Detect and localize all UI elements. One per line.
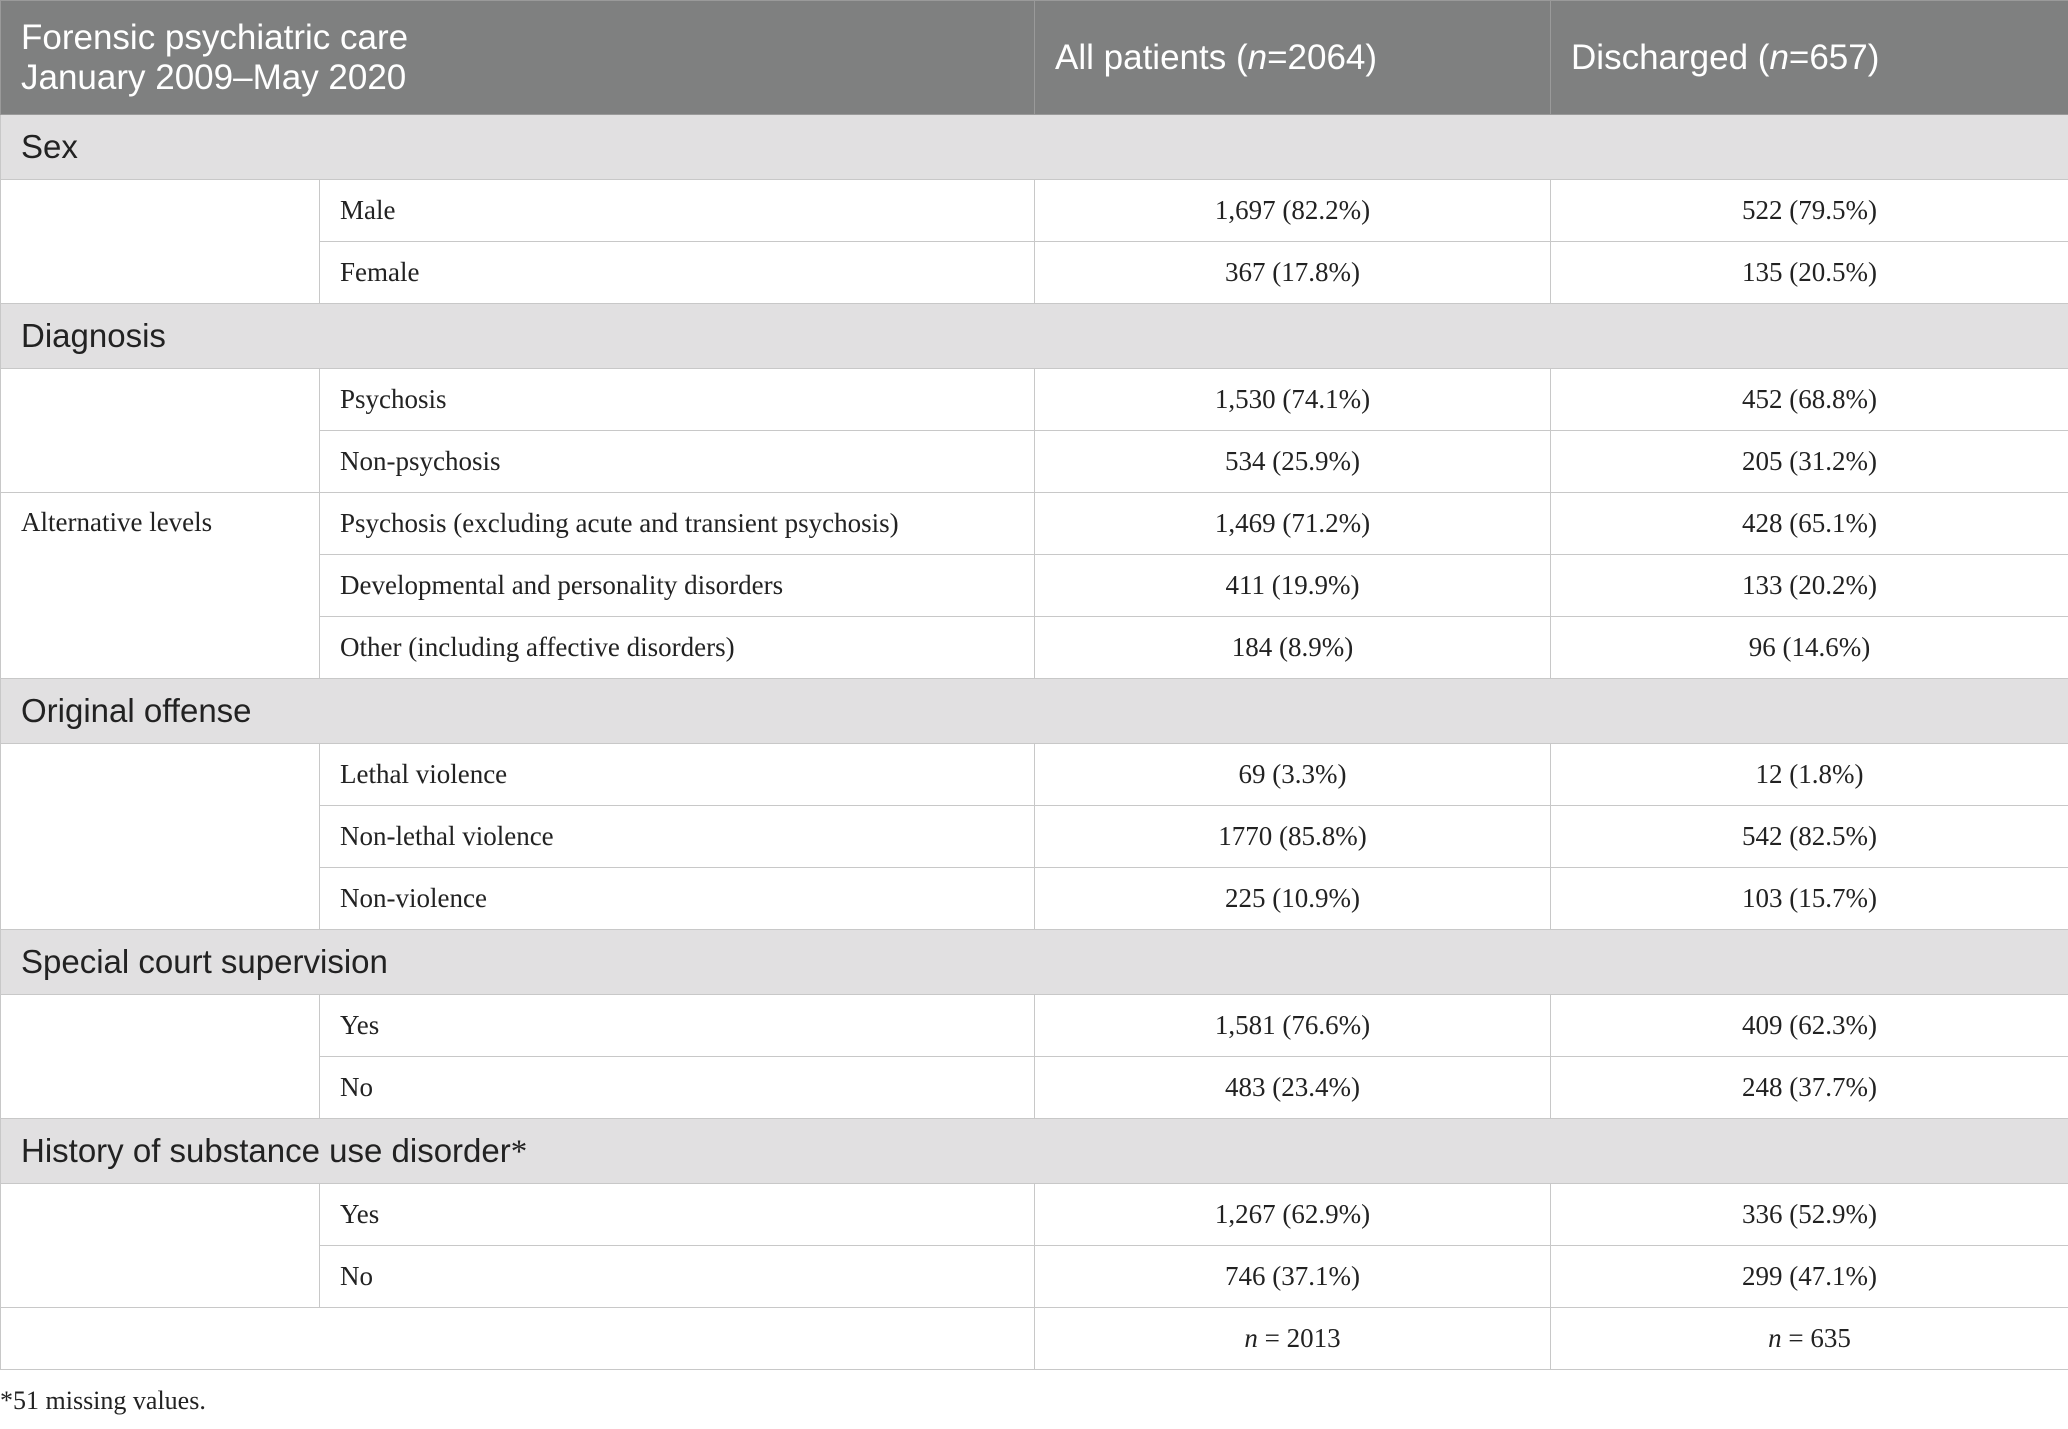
table-header-row xyxy=(1,1,2068,115)
group-label xyxy=(1,995,320,1119)
group-label xyxy=(1,369,320,493)
discharged-value: 96 (14.6%) xyxy=(1551,617,2068,679)
section-substance-use-history xyxy=(1,1119,2068,1184)
header-all-patients: All patients (n=2064) xyxy=(1035,1,1551,115)
all-patients-value: 1,530 (74.1%) xyxy=(1035,369,1551,431)
discharged-value: 12 (1.8%) xyxy=(1551,744,2068,806)
table-row xyxy=(1,180,2068,242)
all-patients-value: 69 (3.3%) xyxy=(1035,744,1551,806)
subtotal-row xyxy=(1,1308,2068,1370)
row-label: Yes xyxy=(320,1184,1035,1246)
subtotal-discharged: n = 635 xyxy=(1551,1308,2068,1370)
header-cohort: Forensic psychiatric care January 2009–May 2020 xyxy=(1,1,1035,115)
table-row xyxy=(1,744,2068,806)
all-patients-value: 184 (8.9%) xyxy=(1035,617,1551,679)
section-special-court-supervision xyxy=(1,930,2068,995)
section-title: Special court supervision xyxy=(1,930,2068,995)
section-title: Sex xyxy=(1,115,2068,180)
discharged-value: 133 (20.2%) xyxy=(1551,555,2068,617)
section-title: Diagnosis xyxy=(1,304,2068,369)
row-label: Non-psychosis xyxy=(320,431,1035,493)
row-label: No xyxy=(320,1057,1035,1119)
group-label xyxy=(1,180,320,304)
row-label: No xyxy=(320,1246,1035,1308)
row-label: Female xyxy=(320,242,1035,304)
header-discharged: Discharged (n=657) xyxy=(1551,1,2068,115)
discharged-value: 248 (37.7%) xyxy=(1551,1057,2068,1119)
section-sex xyxy=(1,115,2068,180)
all-patients-value: 483 (23.4%) xyxy=(1035,1057,1551,1119)
all-patients-value: 1,267 (62.9%) xyxy=(1035,1184,1551,1246)
discharged-value: 103 (15.7%) xyxy=(1551,868,2068,930)
all-patients-value: 225 (10.9%) xyxy=(1035,868,1551,930)
section-title: History of substance use disorder* xyxy=(1,1119,2068,1184)
all-patients-value: 367 (17.8%) xyxy=(1035,242,1551,304)
table-row xyxy=(1,493,2068,555)
all-patients-value: 1,581 (76.6%) xyxy=(1035,995,1551,1057)
subtotal-all-patients: n = 2013 xyxy=(1035,1308,1551,1370)
all-patients-value: 746 (37.1%) xyxy=(1035,1246,1551,1308)
discharged-value: 336 (52.9%) xyxy=(1551,1184,2068,1246)
all-patients-value: 1,697 (82.2%) xyxy=(1035,180,1551,242)
row-label: Yes xyxy=(320,995,1035,1057)
all-patients-value: 534 (25.9%) xyxy=(1035,431,1551,493)
section-diagnosis xyxy=(1,304,2068,369)
row-label: Psychosis xyxy=(320,369,1035,431)
row-label: Non-lethal violence xyxy=(320,806,1035,868)
all-patients-value: 1770 (85.8%) xyxy=(1035,806,1551,868)
row-label: Developmental and personality disorders xyxy=(320,555,1035,617)
discharged-value: 205 (31.2%) xyxy=(1551,431,2068,493)
discharged-value: 542 (82.5%) xyxy=(1551,806,2068,868)
row-label: Non-violence xyxy=(320,868,1035,930)
table-row xyxy=(1,995,2068,1057)
section-title: Original offense xyxy=(1,679,2068,744)
discharged-value: 522 (79.5%) xyxy=(1551,180,2068,242)
table-row xyxy=(1,369,2068,431)
row-label: Other (including affective disorders) xyxy=(320,617,1035,679)
footnote-marker: * xyxy=(510,1133,528,1170)
row-label: Male xyxy=(320,180,1035,242)
discharged-value: 135 (20.5%) xyxy=(1551,242,2068,304)
table-footnote: *51 missing values. xyxy=(0,1386,206,1415)
group-label xyxy=(1,1184,320,1308)
row-label: Psychosis (excluding acute and transient psychosis) xyxy=(320,493,1035,555)
discharged-value: 409 (62.3%) xyxy=(1551,995,2068,1057)
subtotal-label xyxy=(1,1308,1035,1370)
discharged-value: 452 (68.8%) xyxy=(1551,369,2068,431)
all-patients-value: 411 (19.9%) xyxy=(1035,555,1551,617)
section-original-offense xyxy=(1,679,2068,744)
row-label: Lethal violence xyxy=(320,744,1035,806)
all-patients-value: 1,469 (71.2%) xyxy=(1035,493,1551,555)
alternative-levels-label: Alternative levels xyxy=(1,493,320,679)
discharged-value: 428 (65.1%) xyxy=(1551,493,2068,555)
group-label xyxy=(1,744,320,930)
discharged-value: 299 (47.1%) xyxy=(1551,1246,2068,1308)
table-row xyxy=(1,1184,2068,1246)
